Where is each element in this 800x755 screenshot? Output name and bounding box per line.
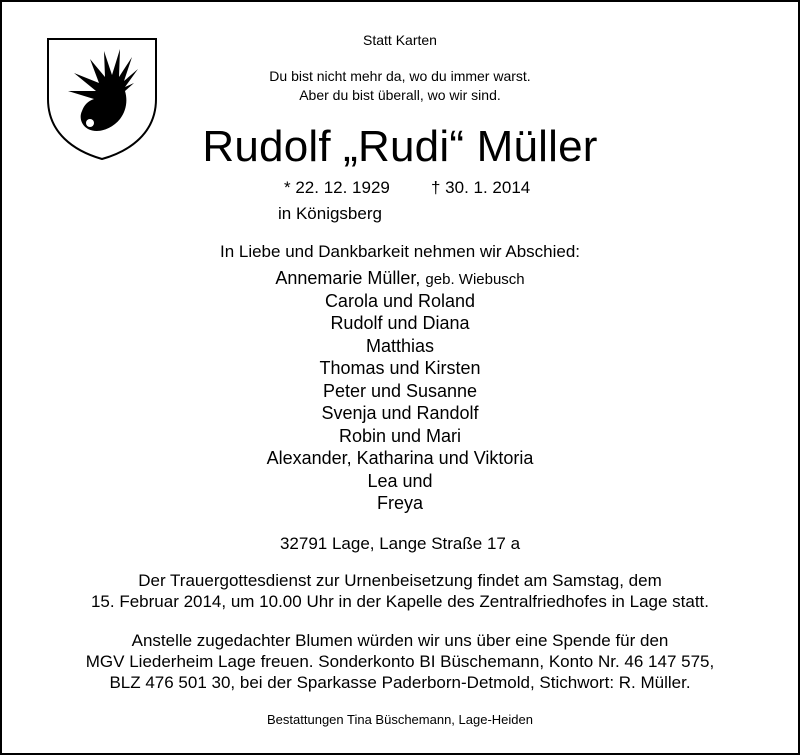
mourner-line: Rudolf und Diana (330, 313, 470, 333)
mourner-line: Carola und Roland (324, 291, 476, 311)
mourner-line: Svenja und Randolf (321, 403, 479, 423)
mourner-line: Peter und Susanne (322, 381, 478, 401)
mourner-line: Matthias (365, 336, 435, 356)
mourners-intro: In Liebe und Dankbarkeit nehmen wir Abschied: (219, 242, 581, 261)
widow-name: Annemarie Müller, (275, 268, 421, 288)
family-address: 32791 Lage, Lange Straße 17 a (279, 534, 521, 553)
mourner-line: Thomas und Kirsten (319, 358, 481, 378)
birthplace: in Königsberg (278, 204, 382, 223)
mourner-line: Robin und Mari (338, 426, 462, 446)
verse-line-2: Aber du bist überall, wo wir sind. (299, 87, 501, 103)
donation-line-2: MGV Liederheim Lage freuen. Sonderkonto BI Büschemann, Konto Nr. 46 147 575, (85, 652, 715, 671)
donation-line-1: Anstelle zugedachter Blumen würden wir uns über eine Spende für den (131, 631, 669, 650)
deceased-name: Rudolf „Rudi“ Müller (202, 122, 598, 171)
statt-karten-label: Statt Karten (363, 32, 437, 48)
service-line-2: 15. Februar 2014, um 10.00 Uhr in der Kapelle des Zentralfriedhofes in Lage statt. (90, 592, 710, 611)
verse-line-1: Du bist nicht mehr da, wo du immer warst. (269, 68, 531, 84)
donation-line-3: BLZ 476 501 30, bei der Sparkasse Paderborn-Detmold, Stichwort: R. Müller. (109, 673, 691, 692)
mourner-line: Freya (376, 493, 423, 513)
life-dates (2, 178, 800, 198)
mourner-widow (2, 269, 798, 287)
mourner-line: Lea und (367, 471, 433, 491)
widow-maiden-name: geb. Wiebusch (425, 271, 525, 288)
service-line-1: Der Trauergottesdienst zur Urnenbeisetzung findet am Samstag, dem (138, 571, 662, 590)
funeral-home: Bestattungen Tina Büschemann, Lage-Heiden (267, 712, 533, 727)
birth-date: * 22. 12. 1929 (284, 178, 390, 197)
death-date: † 30. 1. 2014 (431, 178, 531, 197)
mourner-line: Alexander, Katharina und Viktoria (266, 448, 534, 468)
